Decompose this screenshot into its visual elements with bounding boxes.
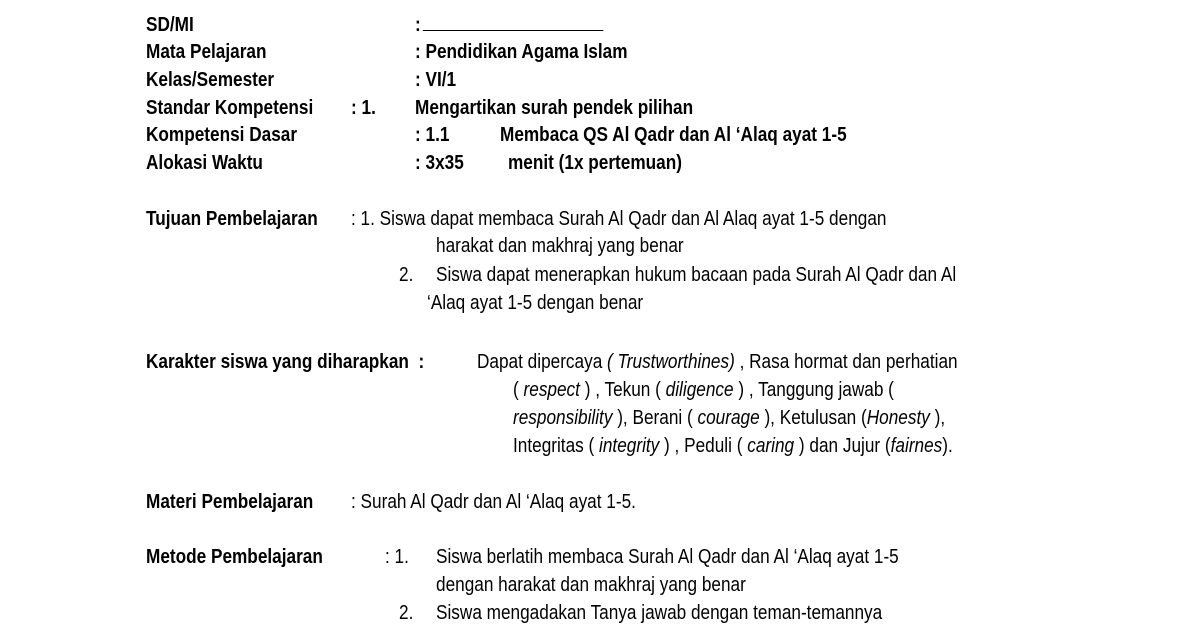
metode-item-1-line-1: Siswa berlatih membaca Surah Al Qadr dan Al ‘Alaq ayat 1-5 xyxy=(436,546,899,568)
karakter-text: , Rasa hormat dan perhatian xyxy=(739,351,958,373)
kd-number: : 1.1 xyxy=(415,124,450,146)
tujuan-item-2-number: 2. xyxy=(399,264,414,286)
karakter-line-3 xyxy=(513,405,945,431)
karakter-term: Honesty xyxy=(866,407,930,429)
label-metode-pembelajaran: Metode Pembelajaran xyxy=(146,546,323,568)
label-kompetensi-dasar: Kompetensi Dasar xyxy=(146,124,298,146)
karakter-line-4 xyxy=(513,433,953,459)
karakter-colon: : xyxy=(418,351,425,373)
karakter-term: caring xyxy=(747,435,795,457)
karakter-term: fairnes xyxy=(890,435,943,457)
label-tujuan-pembelajaran: Tujuan Pembelajaran xyxy=(146,208,318,230)
karakter-term: ( Trustworthines) xyxy=(607,351,735,373)
metode-item-1-number: : 1. xyxy=(385,546,409,568)
karakter-term: respect xyxy=(523,379,580,401)
label-karakter-siswa xyxy=(146,349,424,375)
alokasi-number: : 3x35 xyxy=(415,152,464,174)
label-kelas-semester: Kelas/Semester xyxy=(146,69,275,91)
sdmi-blank-field: : xyxy=(415,12,603,38)
value-kompetensi-dasar: Membaca QS Al Qadr dan Al ‘Alaq ayat 1-5 xyxy=(500,124,847,146)
karakter-term: courage xyxy=(697,407,760,429)
value-standar-kompetensi: Mengartikan surah pendek pilihan xyxy=(415,97,694,119)
label-mata-pelajaran: Mata Pelajaran xyxy=(146,41,267,63)
karakter-text: ). xyxy=(942,435,953,457)
karakter-text: Dapat dipercaya xyxy=(477,351,603,373)
karakter-text: ), xyxy=(934,407,946,429)
karakter-text: ) , Peduli ( xyxy=(664,435,743,457)
tujuan-item-1-line-1: : 1. Siswa dapat membaca Surah Al Qadr dan Al Alaq ayat 1-5 dengan xyxy=(351,208,887,230)
karakter-term: diligence xyxy=(665,379,734,401)
value-materi-pembelajaran: : Surah Al Qadr dan Al ‘Alaq ayat 1-5. xyxy=(351,491,636,513)
label-sdmi: SD/MI xyxy=(146,14,194,36)
label-materi-pembelajaran: Materi Pembelajaran xyxy=(146,491,314,513)
karakter-term: integrity xyxy=(599,435,660,457)
karakter-text: ) , Tekun ( xyxy=(584,379,661,401)
sdmi-blank-line xyxy=(422,12,603,31)
karakter-label-text: Karakter siswa yang diharapkan xyxy=(146,351,409,373)
karakter-term: responsibility xyxy=(513,407,613,429)
karakter-text: ) dan Jujur ( xyxy=(798,435,891,457)
karakter-text: ), Berani ( xyxy=(617,407,693,429)
value-alokasi-waktu: menit (1x pertemuan) xyxy=(508,152,682,174)
tujuan-item-2-line-1: Siswa dapat menerapkan hukum bacaan pada Surah Al Qadr dan Al xyxy=(436,264,957,286)
metode-item-1-line-2: dengan harakat dan makhraj yang benar xyxy=(436,574,746,596)
karakter-text: Integritas ( xyxy=(513,435,595,457)
karakter-text: ), Ketulusan ( xyxy=(764,407,867,429)
tujuan-item-1-line-2: harakat dan makhraj yang benar xyxy=(436,235,684,257)
metode-item-2-number: 2. xyxy=(399,602,414,624)
label-alokasi-waktu: Alokasi Waktu xyxy=(146,152,263,174)
value-mata-pelajaran: : Pendidikan Agama Islam xyxy=(415,41,628,63)
value-kelas-semester: : VI/1 xyxy=(415,69,457,91)
karakter-text: ( xyxy=(513,379,519,401)
karakter-line-1 xyxy=(477,349,958,375)
karakter-line-2 xyxy=(513,377,894,403)
label-standar-kompetensi: Standar Kompetensi xyxy=(146,97,314,119)
karakter-text: ) , Tanggung jawab ( xyxy=(738,379,894,401)
sk-number: : 1. xyxy=(351,97,376,119)
metode-item-2-line-1: Siswa mengadakan Tanya jawab dengan teman-temannya xyxy=(436,602,883,624)
tujuan-item-2-line-2: ‘Alaq ayat 1-5 dengan benar xyxy=(427,292,644,314)
